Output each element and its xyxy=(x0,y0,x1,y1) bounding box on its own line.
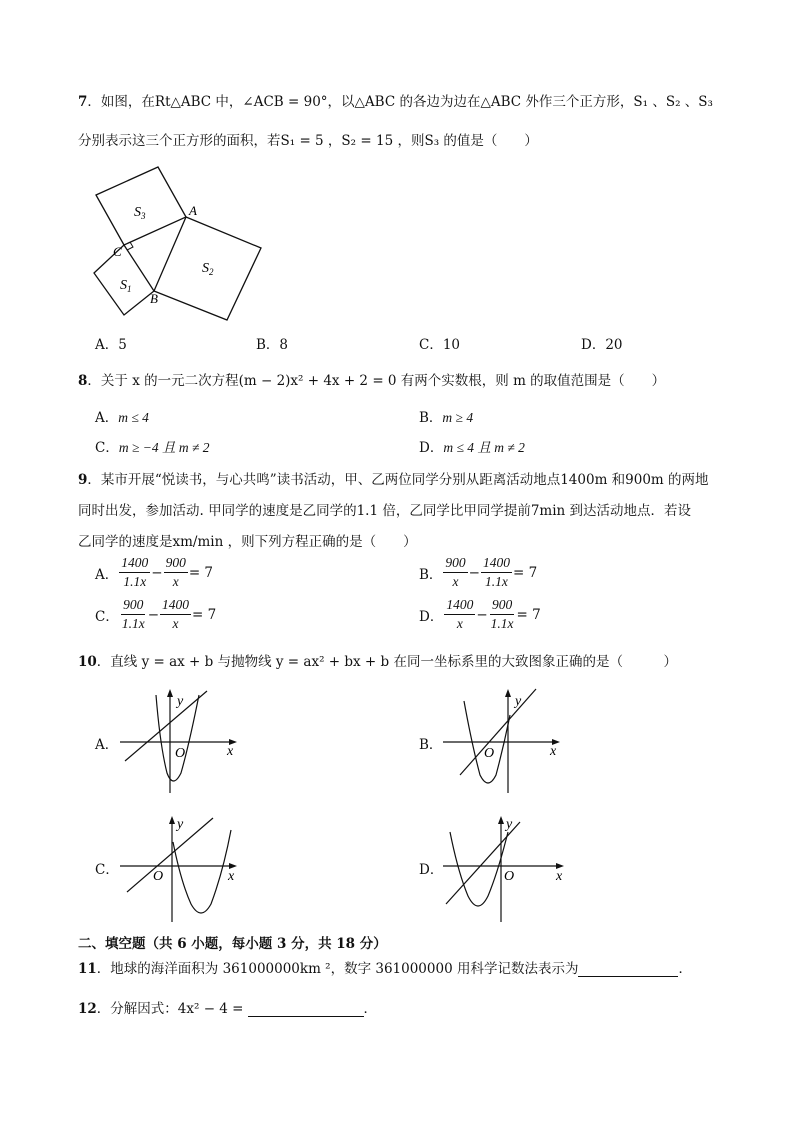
q10-option-c-label[interactable]: C． xyxy=(95,862,119,878)
parabola-graph xyxy=(450,832,508,906)
q12-answer-blank[interactable] xyxy=(248,1001,364,1017)
q7-line2: 分别表示这三个正方形的面积，若S₁ = 5 ，S₂ = 15 ，则S₃ 的值是（ ） xyxy=(78,133,538,149)
q9-line2: 同时出发，参加活动. 甲同学的速度是乙同学的1.1 倍，乙同学比甲同学提前7min 到达活动地点．若设 xyxy=(78,503,692,519)
q10-option-a-graph[interactable] xyxy=(115,685,245,795)
q9-number: 9 xyxy=(78,472,88,488)
label-b: B xyxy=(150,291,158,306)
q10-option-c-graph[interactable] xyxy=(115,812,245,924)
line-graph xyxy=(460,689,536,775)
q10-option-b-label[interactable]: B． xyxy=(419,737,443,753)
q8-option-c[interactable]: C．m ≥ −4 且 m ≠ 2 xyxy=(95,440,210,456)
q11-answer-blank[interactable] xyxy=(578,961,678,977)
svg-text:y: y xyxy=(515,694,522,709)
q10-text: ．直线 y = ax + b 与抛物线 y = ax² + bx + b 在同一坐标系里的大致图象正确的是（ ） xyxy=(96,654,677,670)
line-graph xyxy=(125,691,207,761)
label-a: A xyxy=(189,203,197,218)
svg-text:O: O xyxy=(153,869,164,884)
q7-option-a[interactable]: A．5 xyxy=(95,337,127,353)
q9-text-line1: ．某市开展“悦读书，与心共鸣”读书活动，甲、乙两位同学分别从距离活动地点1400m 和900m 的两地 xyxy=(87,472,709,488)
label-s3: $S_3$ xyxy=(134,205,146,221)
svg-text:O: O xyxy=(484,746,495,761)
q9-option-d[interactable]: D． $\frac{1400}{x}$ − $\frac{900}{1.1x}$ = 7 xyxy=(419,597,541,631)
svg-text:y: y xyxy=(506,817,513,832)
label-s1: $S_1$ xyxy=(120,278,132,294)
q7-number: 7 xyxy=(78,94,88,110)
q7-figure xyxy=(90,160,270,325)
q7-text-line1: ．如图，在Rt△ABC 中，∠ACB = 90°，以△ABC 的各边为边在△ABC 外作三个正方形，S₁ 、S₂ 、S₃ xyxy=(87,94,713,110)
line-graph xyxy=(127,818,213,892)
q8-stem xyxy=(78,369,665,389)
parabola-graph xyxy=(173,830,231,913)
q9-option-a[interactable]: A． $\frac{1400}{1.1x}$ − $\frac{900}{x}$ = 7 xyxy=(95,555,214,589)
q12-stem: 12．分解因式：4x² − 4 = ． xyxy=(78,1001,377,1017)
q10-option-d-graph[interactable] xyxy=(438,812,568,924)
q11-stem: 11．地球的海洋面积为 361000000km ²，数字 361000000 用科学记数法表示为 ． xyxy=(78,961,692,977)
svg-text:y: y xyxy=(177,817,184,832)
q10-option-a-label[interactable]: A． xyxy=(95,737,119,753)
q9-line3: 乙同学的速度是xm/min ，则下列方程正确的是（ ） xyxy=(78,534,417,550)
svg-text:x: x xyxy=(227,744,234,759)
q7-option-b[interactable]: B．8 xyxy=(256,337,289,353)
q8-option-a[interactable]: A．m ≤ 4 xyxy=(95,410,149,426)
square-s3 xyxy=(96,167,186,245)
q9-option-b[interactable]: B． $\frac{900}{x}$ − $\frac{1400}{1.1x}$ = 7 xyxy=(419,555,538,589)
section2-title: 二、填空题（共 6 小题，每小题 3 分，共 18 分） xyxy=(78,936,387,952)
svg-text:x: x xyxy=(228,869,235,884)
q8-option-d[interactable]: D．m ≤ 4 且 m ≠ 2 xyxy=(419,440,525,456)
q10-stem xyxy=(78,650,677,670)
q7-option-c[interactable]: C．10 xyxy=(419,337,461,353)
label-s2: $S_2$ xyxy=(202,261,214,277)
svg-text:O: O xyxy=(175,746,186,761)
svg-text:y: y xyxy=(177,694,184,709)
svg-text:x: x xyxy=(556,869,563,884)
q8-number: 8 xyxy=(78,373,88,389)
q8-option-b[interactable]: B．m ≥ 4 xyxy=(419,410,474,426)
q7-line1 xyxy=(78,90,713,110)
svg-text:x: x xyxy=(550,744,557,759)
q9-line1 xyxy=(78,468,709,488)
q10-number: 10 xyxy=(78,654,97,670)
label-c: C xyxy=(113,244,122,259)
svg-text:O: O xyxy=(504,869,515,884)
q7-option-d[interactable]: D．20 xyxy=(581,337,623,353)
q8-text: ．关于 x 的一元二次方程(m − 2)x² + 4x + 2 = 0 有两个实数根，则 m 的取值范围是（ ） xyxy=(87,373,666,389)
q10-option-b-graph[interactable] xyxy=(438,685,568,795)
q9-option-c[interactable]: C． $\frac{900}{1.1x}$ − $\frac{1400}{x}$ = 7 xyxy=(95,597,217,631)
q10-option-d-label[interactable]: D． xyxy=(419,862,444,878)
